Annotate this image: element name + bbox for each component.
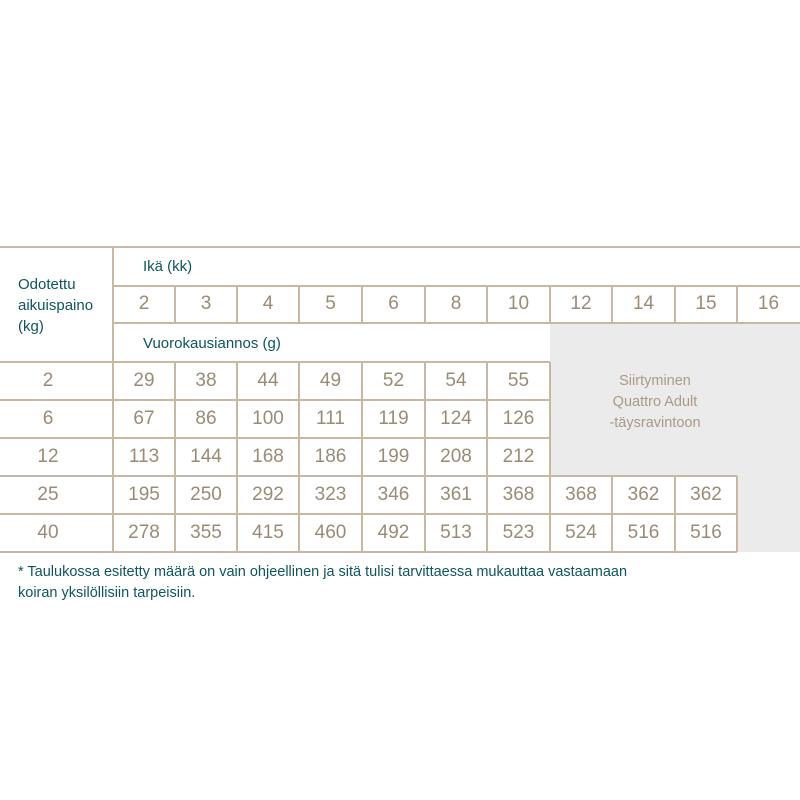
- table-top-border: [0, 246, 800, 248]
- transition-note: [560, 371, 750, 434]
- portion-cell: 38: [195, 369, 217, 391]
- portion-cell: 86: [195, 407, 217, 429]
- footnote-line: * Taulukossa esitetty määrä on vain ohjeellinen ja sitä tulisi tarvittaessa mukauttaa vastaamaan: [18, 564, 628, 580]
- age-column-header: 12: [570, 293, 592, 314]
- portion-cell: 516: [627, 521, 660, 543]
- portion-cell: 119: [378, 407, 409, 429]
- portion-cell: 250: [190, 483, 222, 505]
- weight-cell: 40: [37, 521, 59, 543]
- portion-cell: 278: [128, 521, 160, 543]
- portion-cell: 186: [314, 445, 347, 467]
- expected-weight-header-line: Odotettu: [18, 276, 76, 293]
- portion-cell: 492: [377, 521, 410, 543]
- portion-cell: 113: [128, 445, 160, 467]
- portion-cell: 144: [190, 445, 222, 467]
- footnote: [18, 562, 718, 604]
- age-column-header: 5: [325, 293, 336, 314]
- weight-cell: 12: [37, 445, 59, 467]
- portion-cell: 368: [565, 483, 597, 505]
- age-column-header: 6: [388, 293, 399, 314]
- transition-note-line: Quattro Adult: [612, 394, 698, 410]
- portion-cell: 54: [445, 369, 467, 391]
- portion-cell: 362: [690, 483, 722, 505]
- portion-cell: 67: [133, 407, 155, 429]
- transition-area-edge: [737, 476, 800, 552]
- transition-note-line: Siirtyminen: [619, 373, 691, 389]
- portion-cell: 524: [565, 521, 597, 543]
- portion-cell: 44: [257, 369, 279, 391]
- age-column-header: 14: [632, 293, 655, 314]
- portion-cell: 168: [252, 445, 284, 467]
- weight-cell: 6: [42, 407, 54, 429]
- expected-weight-header-line: (kg): [18, 318, 44, 335]
- portion-cell: 55: [507, 369, 530, 391]
- age-column-header: 15: [695, 293, 717, 314]
- age-column-header: 4: [262, 293, 274, 314]
- portion-cell: 368: [502, 483, 535, 505]
- portion-cell: 199: [377, 445, 410, 467]
- age-header: Ikä (kk): [143, 258, 193, 275]
- expected-weight-header-line: aikuispaino: [18, 297, 94, 314]
- portion-cell: 415: [252, 521, 284, 543]
- portion-cell: 126: [502, 407, 535, 429]
- table-bottom-border: [0, 551, 737, 553]
- portion-cell: 323: [314, 483, 347, 505]
- age-row-bottom-border: [113, 322, 800, 324]
- portion-cell: 355: [190, 521, 222, 543]
- portion-cell: 362: [627, 483, 660, 505]
- footnote-line: koiran yksilöllisiin tarpeisiin.: [18, 585, 196, 601]
- portion-cell: 212: [502, 445, 535, 467]
- portion-cell: 111: [316, 407, 345, 429]
- age-column-header: 2: [138, 293, 150, 314]
- portion-cell: 460: [314, 521, 347, 543]
- expected-weight-header: [18, 274, 110, 337]
- portion-cell: 292: [252, 483, 284, 505]
- daily-portion-header: Vuorokausiannos (g): [143, 335, 281, 352]
- portion-cell: 124: [440, 407, 472, 429]
- weight-cell: 25: [37, 483, 59, 505]
- portion-cell: 52: [382, 369, 405, 391]
- portion-cell: 346: [377, 483, 410, 505]
- portion-cell: 513: [440, 521, 472, 543]
- portion-cell: 208: [440, 445, 472, 467]
- transition-note-line: -täysravintoon: [609, 415, 701, 431]
- portion-cell: 195: [128, 483, 160, 505]
- portion-cell: 516: [690, 521, 722, 543]
- age-column-header: 10: [507, 293, 530, 314]
- age-column-header: 3: [200, 293, 212, 314]
- portion-cell: 49: [319, 369, 342, 391]
- portion-cell: 523: [502, 521, 535, 543]
- age-column-header: 8: [450, 293, 462, 314]
- portion-cell: 361: [440, 483, 472, 505]
- portion-cell: 100: [252, 407, 284, 429]
- weight-cell: 2: [42, 369, 54, 391]
- portion-cell: 29: [133, 369, 155, 391]
- age-column-header: 16: [757, 293, 780, 314]
